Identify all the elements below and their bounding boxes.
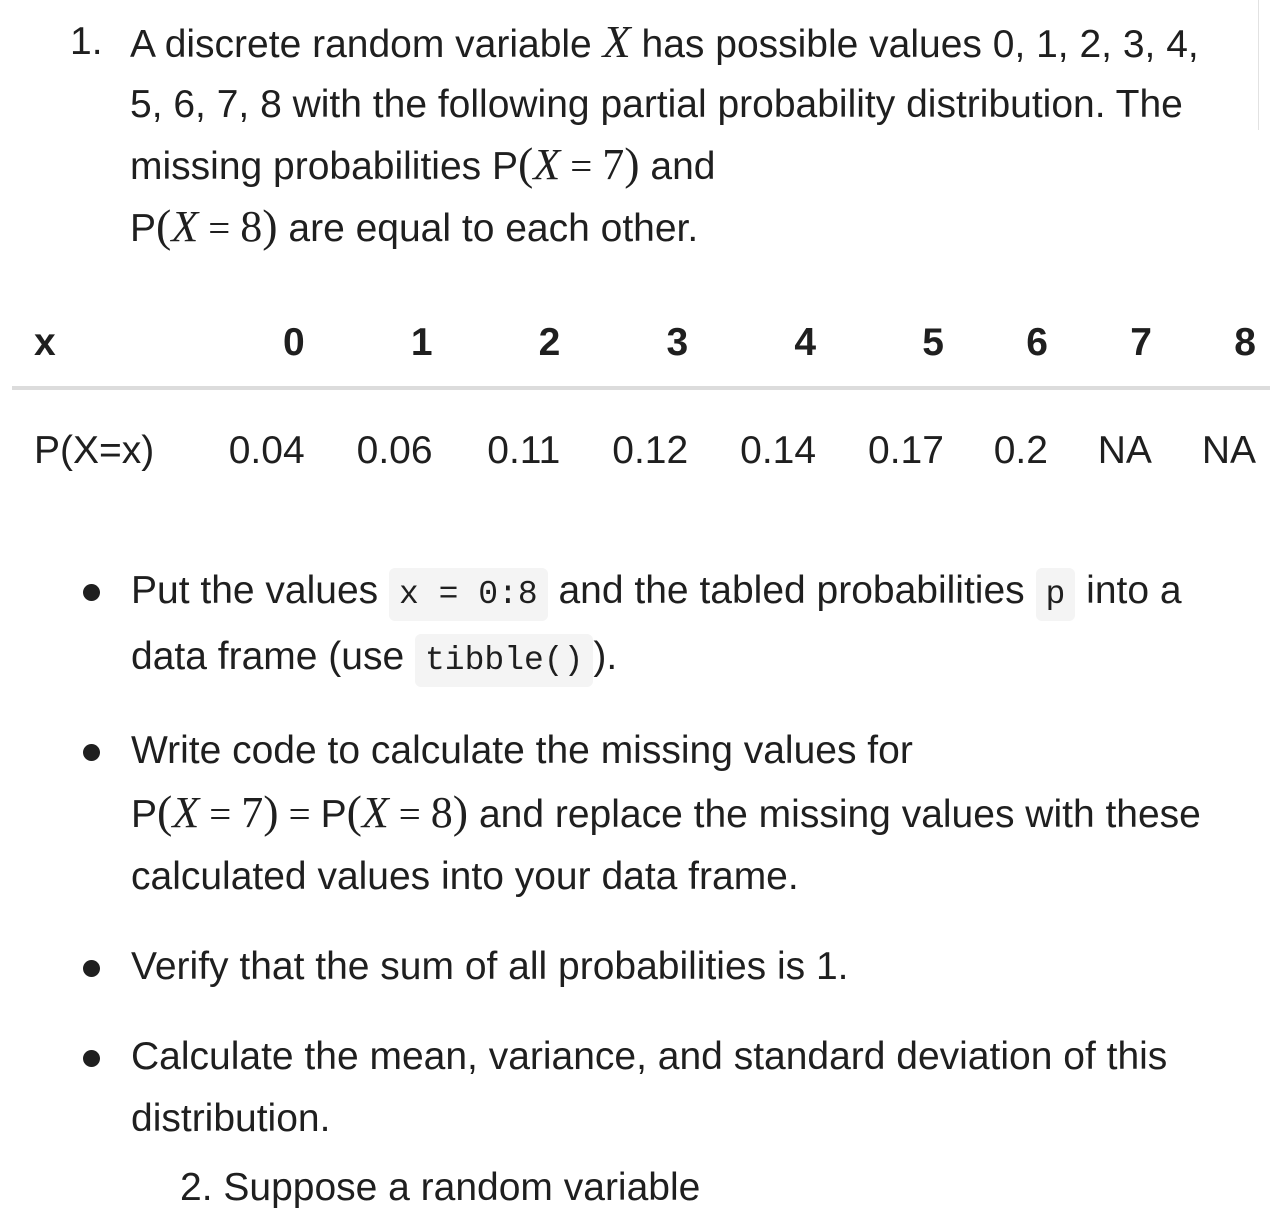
math-p-x-eq-7: P(X = 7) — [492, 138, 640, 189]
list-item: Calculate the mean, variance, and standard deviation of this distribution. — [0, 1026, 1211, 1150]
question-text: A discrete random variable X has possible values 0, 1, 2, 3, 4, 5, 6, 7, 8 with the following partial probability distribution. The missing probabilities P(X = 7) and P(X = 8) are equal to each other. — [130, 16, 1199, 251]
table-cell: 0.17 — [868, 429, 944, 472]
header-4: 4 — [702, 300, 830, 388]
math-var: X — [602, 16, 631, 67]
table-cell: 0.12 — [612, 429, 689, 472]
header-3: 3 — [574, 300, 702, 388]
probability-table — [12, 300, 1270, 512]
table-header-row — [12, 300, 1270, 388]
table-cell: 0.11 — [487, 429, 561, 472]
code-x-values: x = 0:8 — [389, 568, 548, 621]
math-p-x-eq-8: P(X = 8) — [130, 200, 278, 251]
scrollbar[interactable] — [1258, 0, 1271, 130]
header-x: x — [12, 300, 196, 388]
table-cell: NA — [1201, 429, 1256, 472]
table-cell: NA — [1097, 429, 1152, 472]
code-p: p — [1036, 568, 1076, 621]
header-1: 1 — [319, 300, 447, 388]
list-item: Verify that the sum of all probabilities is 1. — [0, 936, 1211, 998]
next-item-cutoff: 2. Suppose a random variable — [180, 1166, 701, 1209]
header-5: 5 — [830, 300, 958, 388]
header-2: 2 — [447, 300, 575, 388]
header-0: 0 — [196, 300, 318, 388]
table-cell: 0.04 — [228, 429, 305, 472]
table-cell: 0.14 — [740, 429, 817, 472]
task-list — [0, 560, 1250, 1178]
header-6: 6 — [958, 300, 1062, 388]
row-label: P(X=x) — [34, 429, 155, 472]
list-item: Write code to calculate the missing values for P(X = 7) = P(X = 8) and replace the missing values with these calculated values into your data frame. — [0, 720, 1211, 908]
math-equality: P(X = 7) = P(X = 8) — [131, 786, 469, 837]
table-cell: 0.2 — [993, 429, 1048, 472]
header-8: 8 — [1166, 300, 1270, 388]
list-item: Put the values x = 0:8 and the tabled probabilities p into a data frame (use tibble() ). — [0, 560, 1211, 692]
table-cell: 0.06 — [356, 429, 433, 472]
table-row — [12, 388, 1270, 512]
question-number: 1. — [70, 20, 103, 63]
code-tibble: tibble() — [415, 634, 593, 687]
header-7: 7 — [1062, 300, 1166, 388]
